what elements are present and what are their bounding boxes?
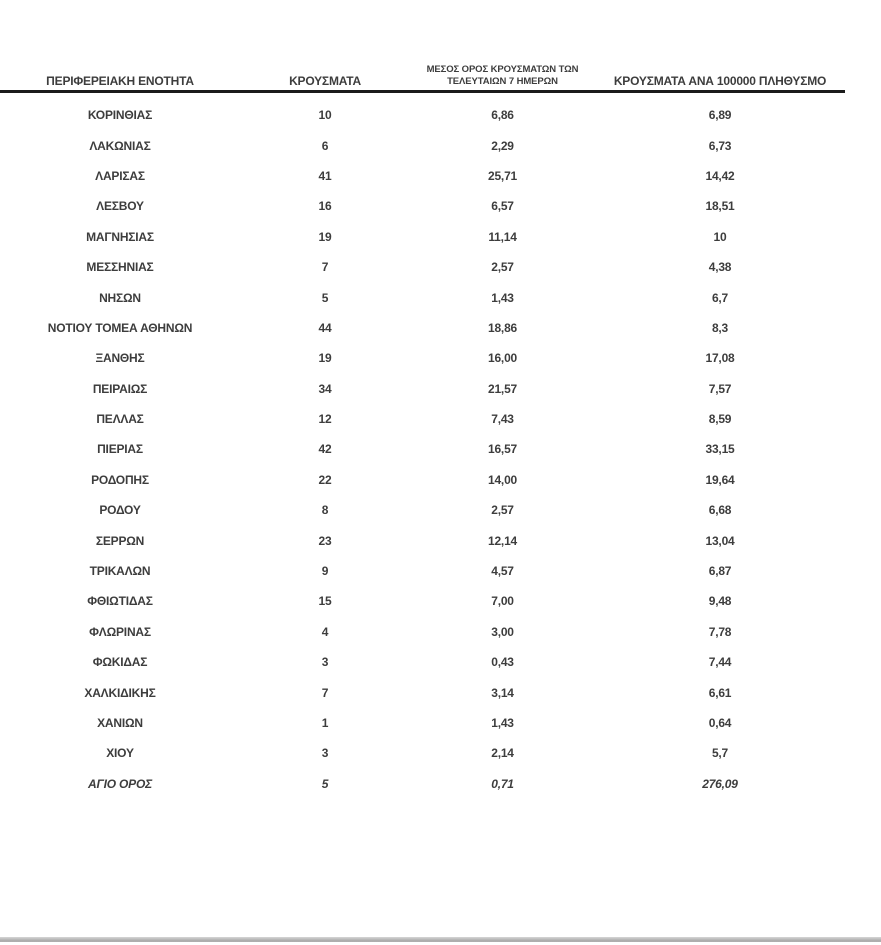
cell-per100k: 10: [713, 229, 727, 244]
table-row: [0, 404, 845, 434]
cell-per100k: 6,7: [711, 290, 729, 305]
cell-avg7: 6,57: [491, 199, 514, 214]
page-bottom-edge: [0, 937, 881, 942]
cell-per100k: 13,04: [705, 533, 735, 548]
cell-region: ΜΕΣΣΗΝΙΑΣ: [86, 260, 154, 275]
cell-avg7: 11,14: [488, 229, 517, 244]
cell-avg7: 2,14: [491, 746, 514, 761]
cell-region: ΣΕΡΡΩΝ: [95, 533, 145, 548]
column-header-7day-average-line2: ΤΕΛΕΥΤΑΙΩΝ 7 ΗΜΕΡΩΝ: [447, 76, 558, 87]
cell-region: ΞΑΝΘΗΣ: [95, 351, 145, 366]
cell-avg7: 21,57: [487, 381, 518, 396]
cell-avg7: 0,43: [491, 655, 514, 670]
table-header-row: [0, 64, 845, 93]
cell-region: ΠΕΙΡΑΙΩΣ: [92, 381, 148, 396]
cell-avg7: 16,57: [487, 442, 518, 457]
table-row: [0, 434, 845, 464]
table-row: [0, 100, 845, 130]
cell-per100k: 5,7: [711, 746, 729, 761]
cell-cases: 7: [321, 260, 329, 275]
table-row: [0, 525, 845, 555]
cell-per100k: 33,15: [705, 442, 735, 457]
table-row: [0, 130, 845, 160]
cell-cases: 1: [321, 716, 329, 730]
cell-region: ΛΑΚΩΝΙΑΣ: [89, 138, 151, 153]
column-header-7day-average: [410, 64, 595, 88]
column-header-cases-per-100000: ΚΡΟΥΣΜΑΤΑ ΑΝΑ 100000 ΠΛΗΘΥΣΜΟ: [613, 74, 827, 88]
cell-cases: 9: [321, 564, 329, 579]
cell-region: ΜΑΓΝΗΣΙΑΣ: [86, 229, 154, 244]
cell-region: ΦΘΙΩΤΙΔΑΣ: [87, 594, 153, 609]
table-row: [0, 191, 845, 221]
cell-avg7: 4,57: [491, 564, 514, 579]
cell-avg7: 7,00: [491, 594, 514, 609]
cell-region: ΤΡΙΚΑΛΩΝ: [89, 564, 151, 579]
cell-region: ΚΟΡΙΝΘΙΑΣ: [87, 108, 153, 123]
cell-per100k: 7,78: [708, 624, 732, 639]
cell-cases: 23: [318, 533, 332, 548]
cell-per100k: 7,44: [708, 655, 732, 670]
cell-per100k: 6,89: [708, 108, 732, 123]
table-row: [0, 465, 845, 495]
table-row: [0, 738, 845, 768]
cell-cases: 3: [321, 655, 329, 670]
cell-avg7: 2,29: [491, 138, 514, 153]
cell-cases: 12: [318, 412, 332, 427]
cell-region: ΛΕΣΒΟΥ: [96, 199, 144, 214]
cell-cases: 5: [321, 776, 329, 791]
cell-region: ΧΑΝΙΩΝ: [97, 716, 143, 730]
cell-cases: 3: [321, 746, 329, 761]
table-row: [0, 161, 845, 191]
cell-region: ΧΑΛΚΙΔΙΚΗΣ: [84, 685, 156, 700]
cell-per100k: 8,3: [711, 320, 729, 335]
cell-avg7: 16,00: [487, 351, 518, 366]
cell-cases: 42: [318, 442, 332, 457]
cell-cases: 7: [321, 685, 329, 700]
cell-cases: 34: [318, 381, 332, 396]
cell-region: ΡΟΔΟΠΗΣ: [91, 472, 149, 487]
table-body: [0, 93, 845, 799]
cell-avg7: 7,43: [491, 412, 514, 427]
cell-per100k: 276,09: [702, 776, 738, 791]
cell-per100k: 6,73: [708, 138, 732, 153]
cell-avg7: 2,57: [491, 260, 514, 275]
cell-avg7: 3,00: [491, 624, 514, 639]
cell-per100k: 6,87: [708, 564, 732, 579]
cell-avg7: 25,71: [487, 168, 518, 183]
cell-avg7: 18,86: [487, 320, 518, 335]
cell-per100k: 14,42: [705, 168, 735, 183]
cell-avg7: 3,14: [491, 685, 514, 700]
table-row: [0, 495, 845, 525]
cell-region: ΡΟΔΟΥ: [99, 503, 141, 518]
table-row: [0, 374, 845, 404]
column-header-regional-unit: ΠΕΡΙΦΕΡΕΙΑΚΗ ΕΝΟΤΗΤΑ: [46, 74, 194, 88]
cell-per100k: 18,51: [705, 199, 735, 214]
cell-cases: 8: [321, 503, 329, 518]
cell-per100k: 9,48: [708, 594, 732, 609]
cell-per100k: 7,57: [708, 381, 732, 396]
cell-region: ΝΗΣΩΝ: [99, 290, 141, 305]
cell-per100k: 6,68: [708, 503, 732, 518]
cell-cases: 16: [318, 199, 332, 214]
table-row: [0, 647, 845, 677]
table-row: [0, 343, 845, 373]
table-row: [0, 586, 845, 616]
cell-cases: 6: [321, 138, 329, 153]
cell-avg7: 2,57: [491, 503, 514, 518]
table-row: [0, 769, 845, 799]
cell-region: ΛΑΡΙΣΑΣ: [95, 168, 145, 183]
cell-cases: 4: [321, 624, 329, 639]
cell-cases: 22: [318, 472, 332, 487]
cell-region: ΠΙΕΡΙΑΣ: [97, 442, 143, 457]
cell-cases: 44: [318, 320, 332, 335]
cell-region: ΠΕΛΛΑΣ: [96, 412, 144, 427]
cell-avg7: 12,14: [487, 533, 518, 548]
cell-avg7: 6,86: [491, 108, 514, 123]
cell-region: ΑΓΙΟ ΟΡΟΣ: [88, 776, 152, 791]
cell-per100k: 19,64: [705, 472, 735, 487]
cell-cases: 41: [318, 168, 332, 183]
cell-cases: 19: [318, 229, 332, 244]
cell-avg7: 0,71: [491, 776, 514, 791]
cell-cases: 5: [321, 290, 329, 305]
cell-cases: 15: [318, 594, 332, 609]
cell-per100k: 4,38: [708, 260, 732, 275]
cell-avg7: 1,43: [491, 290, 514, 305]
cell-avg7: 14,00: [487, 472, 518, 487]
table-row: [0, 313, 845, 343]
cell-region: ΦΛΩΡΙΝΑΣ: [89, 624, 151, 639]
table-row: [0, 282, 845, 312]
cell-region: ΧΙΟΥ: [106, 746, 134, 761]
cell-cases: 10: [318, 108, 332, 123]
table-row: [0, 222, 845, 252]
column-header-cases: ΚΡΟΥΣΜΑΤΑ: [289, 74, 361, 88]
table-row: [0, 677, 845, 707]
cell-per100k: 8,59: [708, 412, 732, 427]
table-row: [0, 617, 845, 647]
cell-region: ΝΟΤΙΟΥ ΤΟΜΕΑ ΑΘΗΝΩΝ: [47, 320, 193, 335]
cell-avg7: 1,43: [491, 716, 514, 730]
column-header-7day-average-line1: ΜΕΣΟΣ ΟΡΟΣ ΚΡΟΥΣΜΑΤΩΝ ΤΩΝ: [426, 64, 579, 75]
table-row: [0, 252, 845, 282]
cell-per100k: 0,64: [708, 716, 732, 730]
cell-region: ΦΩΚΙΔΑΣ: [92, 655, 148, 670]
cell-per100k: 6,61: [708, 685, 732, 700]
cell-per100k: 17,08: [705, 351, 735, 366]
cell-cases: 19: [318, 351, 332, 366]
table-row: [0, 708, 845, 738]
table-row: [0, 556, 845, 586]
